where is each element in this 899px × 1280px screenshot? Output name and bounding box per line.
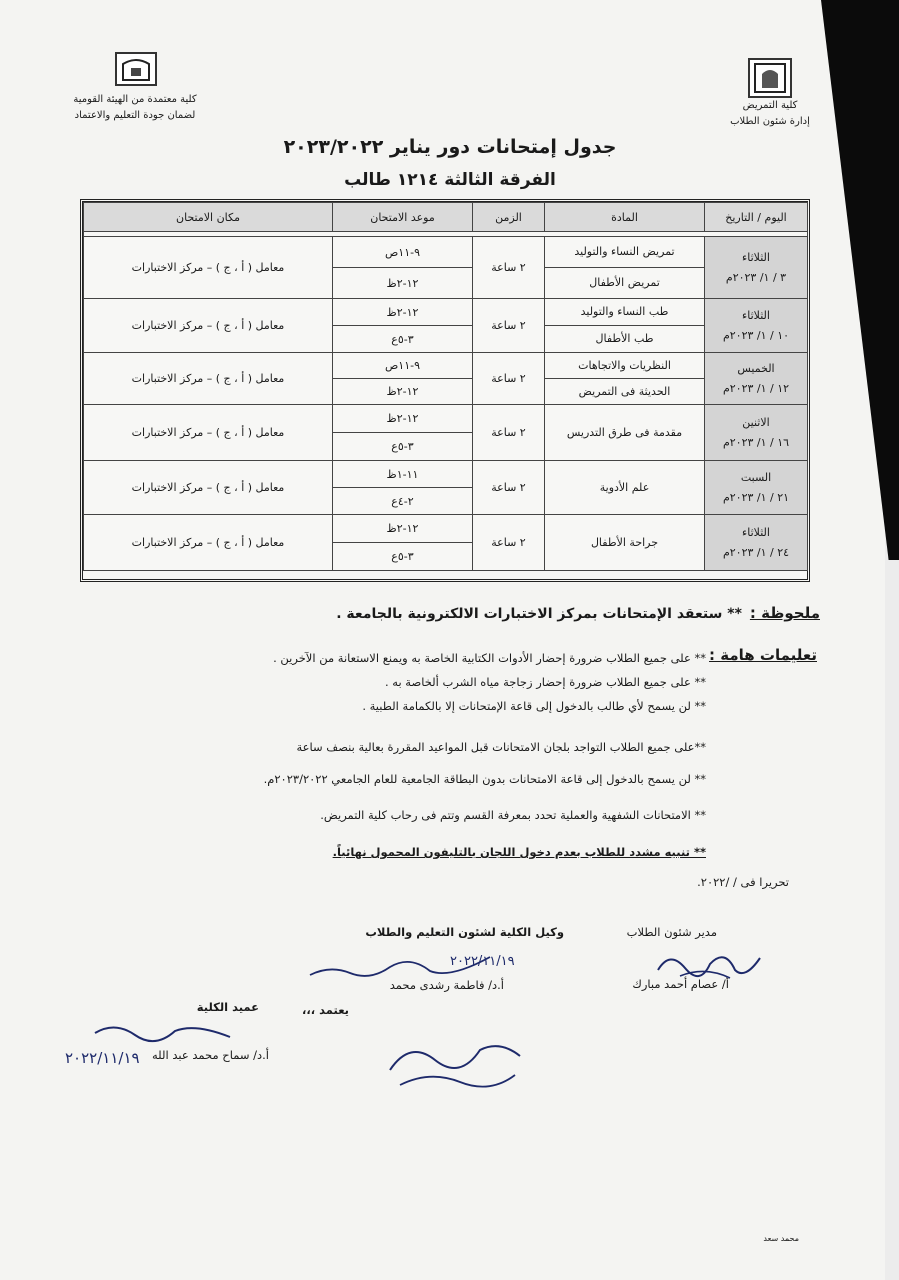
exam-date: ٢١ / ١/ ٢٠٢٣م [722, 490, 790, 504]
vice-dean-title: وكيل الكلية لشئون التعليم والطلاب [365, 925, 564, 939]
faculty-logo [748, 58, 792, 98]
location-cell: معامل ( أ ، ج ) – مركز الاختبارات [84, 405, 333, 461]
exam-date: ٣ / ١/ ٢٠٢٣م [725, 270, 787, 284]
location-cell: معامل ( أ ، ج ) – مركز الاختبارات [84, 299, 333, 353]
faculty-name: كلية التمريض [742, 100, 798, 111]
day-date-cell [705, 299, 808, 353]
remark-text: ** ستعقد الإمتحانات بمركز الاختبارات الالكترونية بالجامعة . [336, 606, 742, 622]
day-date-cell [705, 353, 808, 405]
instruction-7: ** تنبيه مشدد للطلاب بعدم دخول اللجان بالتليفون المحمول نهائياً. [332, 845, 706, 859]
table-row [84, 515, 808, 543]
day-name: الثلاثاء [742, 308, 770, 322]
accreditation-line-1: كلية معتمدة من الهيئة القومية [73, 94, 197, 105]
location-cell: معامل ( أ ، ج ) – مركز الاختبارات [84, 515, 333, 571]
subject-cell: الحديثة فى التمريض [545, 379, 705, 405]
instruction-5: ** لن يسمح بالدخول إلى قاعة الامتحانات بدون البطاقة الجامعية للعام الجامعي ٢٠٢٣/٢٠٢٢م. [263, 772, 706, 786]
instruction-3: ** لن يسمح لأي طالب بالدخول إلى قاعة الإمتحانات إلا بالكمامة الطبية . [362, 699, 706, 713]
approval-signature [380, 1030, 530, 1095]
location-cell: معامل ( أ ، ج ) – مركز الاختبارات [84, 237, 333, 299]
dean-name: أ.د/ سماح محمد عبد الله [152, 1048, 269, 1062]
instruction-2: ** على جميع الطلاب ضرورة إحضار زجاجة مياه الشرب ألخاصة به . [384, 675, 706, 689]
subject-cell: تمريض الأطفال [545, 268, 705, 299]
dean-title: عميد الكلية [196, 1000, 259, 1014]
accreditation-logo [115, 52, 157, 86]
time-cell: ٣-٥ع [333, 543, 473, 571]
subject-cell: طب الأطفال [545, 326, 705, 353]
duration-cell: ٢ ساعة [473, 461, 545, 515]
duration-cell: ٢ ساعة [473, 353, 545, 405]
day-name: السبت [740, 470, 772, 484]
table-row [84, 461, 808, 488]
svg-text:٢٠٢٢/١١/١٩: ٢٠٢٢/١١/١٩ [450, 954, 515, 969]
exam-date: ٢٤ / ١/ ٢٠٢٣م [722, 545, 790, 559]
location-cell: معامل ( أ ، ج ) – مركز الاختبارات [84, 461, 333, 515]
exam-date: ١٦ / ١/ ٢٠٢٣م [722, 435, 790, 449]
bottom-mark: محمد سعد [763, 1234, 799, 1243]
time-cell: ١٢-٢ظ [333, 379, 473, 405]
duration-cell: ٢ ساعة [473, 515, 545, 571]
table-row [84, 353, 808, 379]
time-cell: ٢-٤ع [333, 488, 473, 515]
duration-cell: ٢ ساعة [473, 405, 545, 461]
vice-dean-name: أ.د/ فاطمة رشدى محمد [389, 978, 504, 992]
instruction-4: **على جميع الطلاب التواجد بلجان الامتحانات قبل المواعيد المقررة بعالية بنصف ساعة [296, 740, 706, 754]
remark-label: ملحوظة : [749, 604, 820, 622]
instruction-6: ** الامتحانات الشفهية والعملية تحدد بمعرفة القسم وتتم فى رحاب كلية التمريض. [320, 808, 706, 822]
table-row [84, 299, 808, 326]
header-location: مكان الامتحان [84, 203, 333, 232]
header-time: موعد الامتحان [333, 203, 473, 232]
time-cell: ٩-١١ص [333, 353, 473, 379]
location-cell: معامل ( أ ، ج ) – مركز الاختبارات [84, 353, 333, 405]
time-cell: ٣-٥ع [333, 433, 473, 461]
header-duration: الزمن [473, 203, 545, 232]
time-cell: ١٢-٢ظ [333, 515, 473, 543]
dean-signature [55, 1015, 255, 1070]
exam-date: ١٢ / ١/ ٢٠٢٣م [722, 381, 790, 395]
day-date-cell [705, 405, 808, 461]
subject-cell: مقدمة فى طرق التدريس [545, 405, 705, 461]
day-date-cell [705, 515, 808, 571]
table-row [84, 237, 808, 268]
table-header-row [84, 203, 808, 232]
day-name: الثلاثاء [742, 250, 770, 264]
faculty-text [705, 98, 835, 130]
student-affairs-signature [650, 940, 770, 985]
exam-date: ١٠ / ١/ ٢٠٢٣م [722, 328, 790, 342]
accreditation-text [55, 92, 215, 124]
subject-cell: النظريات والاتجاهات [545, 353, 705, 379]
day-date-cell [705, 461, 808, 515]
table-row [84, 405, 808, 433]
time-cell: ١٢-٢ظ [333, 405, 473, 433]
instructions-label: تعليمات هامة : [709, 646, 817, 664]
time-cell: ٣-٥ع [333, 326, 473, 353]
page-title: جدول إمتحانات دور يناير ٢٠٢٣/٢٠٢٢ [283, 136, 617, 158]
header-day-date: اليوم / التاريخ [705, 203, 808, 232]
subject-cell: طب النساء والتوليد [545, 299, 705, 326]
approved-label: يعتمد ،،، [302, 1003, 349, 1017]
time-cell: ١٢-٢ظ [333, 268, 473, 299]
remark-line [330, 604, 820, 622]
header-subject: المادة [545, 203, 705, 232]
student-affairs-title: مدير شئون الطلاب [626, 925, 717, 939]
duration-cell: ٢ ساعة [473, 237, 545, 299]
day-date-cell [705, 237, 808, 299]
day-name: الاثنين [742, 415, 770, 429]
time-cell: ٩-١١ص [333, 237, 473, 268]
student-affairs-name: أ/ عصام أحمد مبارك [632, 977, 729, 991]
svg-text:٢٠٢٢/١١/١٩: ٢٠٢٢/١١/١٩ [65, 1049, 140, 1067]
duration-cell: ٢ ساعة [473, 299, 545, 353]
time-cell: ١١-١ظ [333, 461, 473, 488]
page-subtitle: الفرقة الثالثة ١٢١٤ طالب [344, 170, 556, 190]
day-name: الخميس [737, 361, 775, 375]
day-name: الثلاثاء [742, 525, 770, 539]
time-cell: ١٢-٢ظ [333, 299, 473, 326]
instruction-1: ** على جميع الطلاب ضرورة إحضار الأدوات الكتابية الخاصة به ويمنع الاستعانة من الآخرين . [273, 651, 706, 665]
subject-cell: جراحة الأطفال [545, 515, 705, 571]
faculty-department: إدارة شئون الطلاب [730, 116, 810, 127]
written-on-date: تحريرا فى / /٢٠٢٢. [697, 875, 789, 889]
subject-cell: تمريض النساء والتوليد [545, 237, 705, 268]
subject-cell: علم الأدوية [545, 461, 705, 515]
exam-schedule-table [80, 199, 810, 582]
accreditation-line-2: لضمان جودة التعليم والاعتماد [74, 110, 196, 121]
